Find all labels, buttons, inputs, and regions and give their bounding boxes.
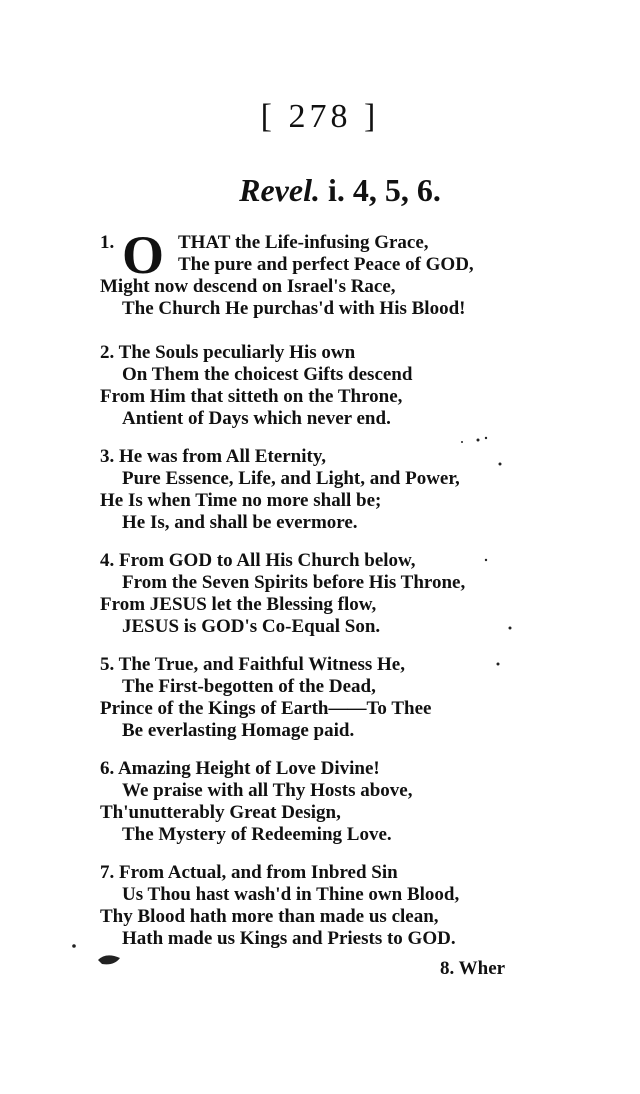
stanza-line: Hath made us Kings and Priests to GOD. (122, 928, 456, 949)
stanza-line: We praise with all Thy Hosts above, (122, 780, 413, 801)
stanza-number: 6. (100, 758, 115, 779)
stanza-line: He Is when Time no more shall be; (100, 490, 382, 511)
stanza-number: 1. (100, 232, 115, 253)
stanza-line-text: THAT the Life-infusing Grace, (178, 232, 429, 253)
stanza-line (100, 342, 520, 364)
stanza-line: From Him that sitteth on the Throne, (100, 386, 403, 407)
stanza-2 (100, 342, 520, 430)
stanza-4 (100, 550, 520, 638)
stanza-line: Pure Essence, Life, and Light, and Power, (122, 468, 460, 489)
stanza-line: Prince of the Kings of Earth——To Thee (100, 698, 432, 719)
stanza-line (100, 654, 520, 676)
stanza-line: The Church He purchas'd with His Blood! (122, 298, 466, 319)
scripture-verses: i. 4, 5, 6. (327, 172, 441, 208)
stanza-line: The pure and perfect Peace of GOD, (178, 254, 474, 275)
stanza-line: On Them the choicest Gifts descend (122, 364, 413, 385)
stanza-line: Might now descend on Israel's Race, (100, 276, 396, 297)
stanza-line: The First-begotten of the Dead, (122, 676, 376, 697)
stanza-line-text: The Souls peculiarly His own (118, 342, 356, 363)
stanza-line-text: From GOD to All His Church below, (119, 550, 416, 571)
scripture-reference (0, 172, 640, 209)
stanza-line: From JESUS let the Blessing flow, (100, 594, 377, 615)
stanza-line: Thy Blood hath more than made us clean, (100, 906, 439, 927)
stanza-number: 5. (100, 654, 115, 675)
stanza-line: The Mystery of Redeeming Love. (122, 824, 392, 845)
page-number: [ 278 ] (260, 98, 380, 135)
drop-cap: O (122, 225, 165, 285)
stanza-6 (100, 758, 520, 846)
stanza-line: Us Thou hast wash'd in Thine own Blood, (122, 884, 460, 905)
stanza-line (100, 862, 520, 884)
stanza-line: Antient of Days which never end. (122, 408, 391, 429)
stanza-line: From the Seven Spirits before His Throne, (122, 572, 466, 593)
stanza-number: 4. (100, 550, 115, 571)
stanza-line: He Is, and shall be evermore. (122, 512, 358, 533)
stanza-line (100, 446, 520, 468)
stanza-line (100, 550, 520, 572)
stanza-number: 2. (100, 342, 115, 363)
catchword: 8. Wher (440, 958, 506, 979)
stanza-line-text: The True, and Faithful Witness He, (118, 654, 405, 675)
stanza-7 (100, 862, 520, 950)
scripture-book: Revel. (239, 172, 320, 208)
stanza-1 (100, 225, 520, 320)
stanza-number: 7. (100, 862, 115, 883)
stanza-line: Th'unutterably Great Design, (100, 802, 341, 823)
stanza-5 (100, 654, 520, 742)
stanza-line-text: He was from All Eternity, (119, 446, 327, 467)
stanza-number: 3. (100, 446, 115, 467)
stanza-3 (100, 446, 520, 534)
stanza-line: Be everlasting Homage paid. (122, 720, 355, 741)
stanza-line (100, 758, 520, 780)
stanza-line-text: From Actual, and from Inbred Sin (119, 862, 398, 883)
stanza-line-text: Amazing Height of Love Divine! (117, 758, 380, 779)
stanza-line: JESUS is GOD's Co-Equal Son. (122, 616, 381, 637)
